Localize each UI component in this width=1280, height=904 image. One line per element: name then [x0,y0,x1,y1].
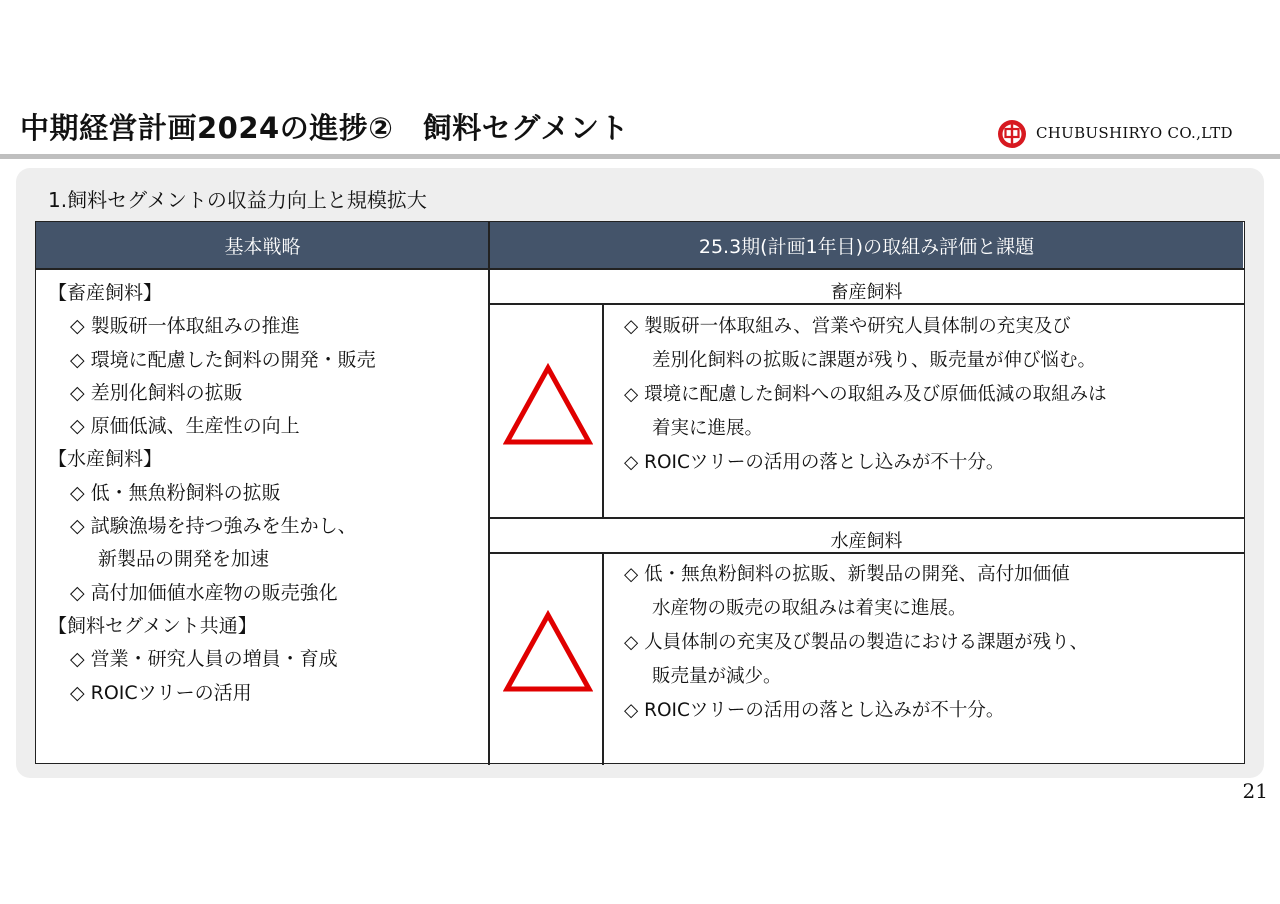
slide-title: 中期経営計画2024の進捗② 飼料セグメント [20,111,629,145]
livestock-triangle-icon [503,363,593,447]
livestock-eval-line: ◇ 製販研一体取組み、営業や研究人員体制の充実及び [624,316,1071,337]
livestock-eval-line: 着実に進展。 [652,418,764,439]
strategy-table [35,221,1245,764]
title-divider [0,154,1280,159]
livestock-eval-divider [602,304,604,518]
livestock-strategy-heading: 【畜産飼料】 [48,282,163,304]
strategy-list [48,277,376,710]
aqua-section-divider [489,517,1244,519]
aqua-eval-line: 販売量が減少。 [652,666,782,687]
aqua-eval-divider [602,553,604,765]
aqua-eval-line: ◇ ROICツリーの活用の落とし込みが不十分。 [624,700,1005,721]
aqua-eval-line: ◇ 人員体制の充実及び製品の製造における課題が残り、 [624,632,1089,653]
aqua-strategy-item: ◇ 高付加価値水産物の販売強化 [70,581,338,604]
livestock-eval-line: ◇ ROICツリーの活用の落とし込みが不十分。 [624,452,1005,473]
section-heading: 1.飼料セグメントの収益力向上と規模拡大 [48,188,427,212]
livestock-eval-line: 差別化飼料の拡販に課題が残り、販売量が伸び悩む。 [652,350,1097,371]
common-strategy-item: ◇ 営業・研究人員の増員・育成 [70,648,338,671]
common-strategy-heading: 【飼料セグメント共通】 [48,614,257,637]
header-basic-strategy: 基本戦略 [36,222,489,268]
livestock-strategy-item: ◇ 差別化飼料の拡販 [70,381,243,404]
livestock-evaluation [624,310,1107,480]
aqua-strategy-item: 新製品の開発を加速 [98,548,270,571]
aqua-strategy-item: ◇ 低・無魚粉飼料の拡販 [70,481,281,504]
livestock-strategy-item: ◇ 原価低減、生産性の向上 [70,415,300,438]
livestock-subheader: 畜産飼料 [830,282,903,303]
company-logo-icon [996,118,1028,150]
livestock-strategy-item: ◇ 環境に配慮した飼料の開発・販売 [70,348,376,371]
aqua-triangle-icon [503,610,593,694]
aqua-subheader: 水産飼料 [830,531,903,552]
header-divider [36,268,1244,270]
header-evaluation: 25.3期(計画1年目)の取組み評価と課題 [490,222,1243,268]
company-name: CHUBUSHIRYO CO.,LTD [1036,124,1233,142]
common-strategy-item: ◇ ROICツリーの活用 [70,681,252,704]
aqua-strategy-item: ◇ 試験漁場を持つ強みを生かし、 [70,515,357,538]
page-number: 21 [1242,779,1268,803]
aqua-evaluation [624,558,1088,728]
livestock-eval-line: ◇ 環境に配慮した飼料への取組み及び原価低減の取組みは [624,384,1107,405]
company-logo [996,118,1233,150]
aqua-strategy-heading: 【水産飼料】 [48,448,163,471]
aqua-eval-line: ◇ 低・無魚粉飼料の拡販、新製品の開発、高付加価値 [624,564,1070,585]
aqua-eval-line: 水産物の販売の取組みは着実に進展。 [652,598,967,619]
livestock-strategy-item: ◇ 製販研一体取組みの推進 [70,315,300,338]
